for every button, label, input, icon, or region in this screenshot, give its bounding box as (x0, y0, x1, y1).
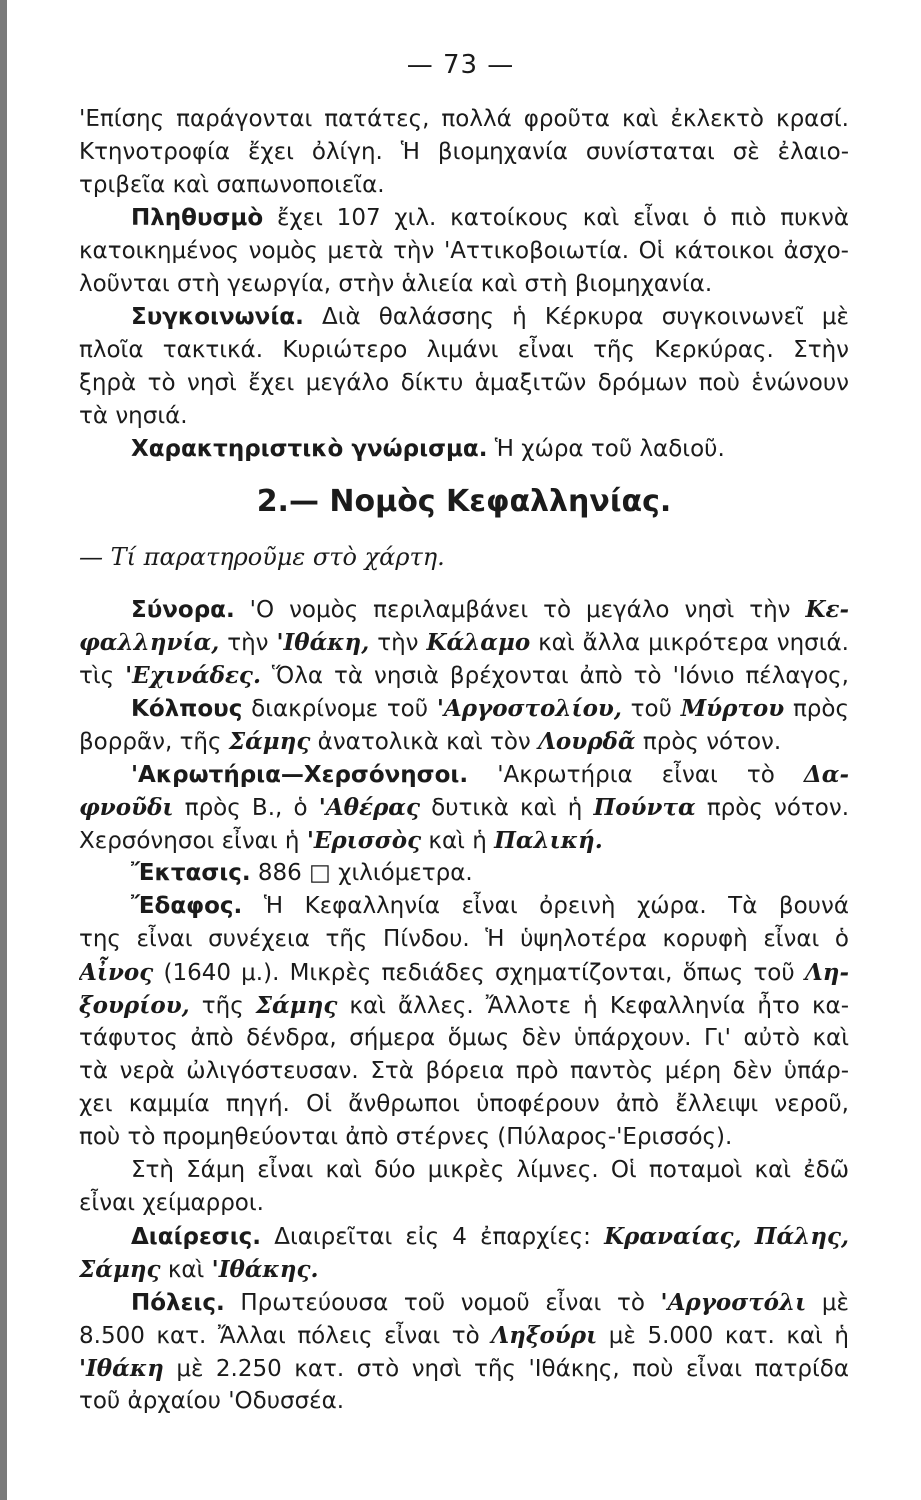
text-span: Ὅλα τὰ νησιὰ βρέχονται ἀπὸ τὸ 'Ιόνιο πέλαγος, (260, 663, 849, 689)
text-line: τάφυτος ἀπὸ δένδρα, σήμερα ὅμως δὲν ὑπάρχουν. Γι' αὐτὸ καὶ (79, 1025, 849, 1051)
page-edge-shadow (0, 0, 7, 1500)
place-name: Κε- (805, 596, 849, 623)
place-name: 'Ερισσὸς (306, 827, 422, 854)
borders-line-3 (79, 659, 849, 692)
capes-line-2 (79, 791, 849, 824)
communication-label: Συγκοινωνία. (131, 304, 304, 330)
text-line: τριβεῖα καὶ σαπωνοποιεῖα. (79, 172, 385, 198)
place-name: 'Αργοστολίου, (436, 695, 622, 722)
text-span: 886 □ χιλιόμετρα. (250, 860, 473, 886)
section-heading-wrap (79, 482, 849, 522)
division-line-1 (79, 1220, 849, 1253)
text-span: καὶ ἄλλα μικρότερα νησιά. (530, 630, 849, 656)
subheading-wrap (79, 541, 849, 574)
text-span (742, 1224, 755, 1250)
text-span: μὲ 2.250 κατ. στὸ νησὶ τῆς 'Ιθάκης, ποὺ εἶναι πατρίδα (163, 1356, 849, 1382)
place-name: Πάλης, (754, 1223, 849, 1250)
cities-line-2 (79, 1319, 849, 1352)
text-line: λοῦνται στὴ γεωργία, στὴν ἁλιεία καὶ στὴ βιομηχανία. (79, 271, 713, 297)
place-name: 'Αθέρας (318, 794, 420, 821)
text-line: πλοῖα τακτικά. Κυριώτερο λιμάνι εἶναι τῆς Κερκύρας. Στὴν (79, 337, 849, 363)
text-span: τὴν (369, 630, 427, 656)
cities-label: Πόλεις. (131, 1290, 225, 1316)
place-name: 'Ιθάκη, (276, 629, 370, 656)
gulfs-line-2 (79, 725, 849, 758)
text-span: καὶ ἡ (421, 828, 495, 854)
feature-label: Χαρακτηριστικὸ γνώρισμα. (131, 436, 488, 462)
text-span: 8.500 κατ. Ἄλλαι πόλεις εἶναι τὸ (79, 1323, 492, 1349)
terrain-line-1 (79, 890, 849, 923)
place-name: Σάμης (79, 1256, 161, 1283)
cities-line-3 (79, 1352, 849, 1385)
text-line: ξηρὰ τὸ νησὶ ἔχει μεγάλο δίκτυ ἁμαξιτῶν δρόμων ποὺ ἑνώνουν (79, 370, 849, 396)
text-span: τὴν (219, 630, 277, 656)
text-span: δυτικὰ καὶ ἡ (419, 795, 594, 821)
place-name: φαλληνία, (79, 629, 220, 656)
text-span: πρὸς (784, 696, 849, 722)
place-name: 'Εχινάδες. (125, 662, 261, 689)
text-span: τῆς (189, 993, 256, 1019)
text-line: Στὴ Σάμη εἶναι καὶ δύο μικρὲς λίμνες. Οἱ ποταμοὶ καὶ ἐδῶ (131, 1157, 849, 1183)
text-line: τὰ νησιά. (79, 403, 188, 429)
place-name: Σάμης (255, 992, 338, 1019)
text-span: Ἡ χώρα τοῦ λαδιοῦ. (487, 436, 725, 462)
text-span: Πρωτεύουσα τοῦ νομοῦ εἶναι τὸ (224, 1290, 661, 1316)
text-span: 'Ο νομὸς περιλαμβάνει τὸ μεγάλο νησὶ τὴν (234, 597, 806, 623)
subheading: — Τί παρατηροῦμε στὸ χάρτη. (79, 543, 445, 571)
population-paragraph-start (79, 202, 849, 235)
cities-line-1 (79, 1286, 849, 1319)
communication-paragraph-start (79, 301, 849, 334)
terrain-line-3 (79, 956, 849, 989)
text-line: τὰ νερὰ ὠλιγόστευσαν. Στὰ βόρεια πρὸ παντὸς μέρη δὲν ὑπάρ- (79, 1058, 849, 1084)
area-label: Ἔκτασις. (131, 860, 251, 886)
text-line: χει καμμία πηγή. Οἱ ἄνθρωποι ὑποφέρουν ἀπὸ ἔλλειψι νεροῦ, (79, 1091, 849, 1117)
text-span: καὶ ἄλλες. Ἄλλοτε ἡ Κεφαλληνία ἦτο κα- (337, 993, 849, 1019)
text-line: κατοικημένος νομὸς μετὰ τὴν 'Αττικοβοιωτία. Οἱ κάτοικοι ἀσχο- (79, 238, 849, 264)
borders-line-2 (79, 626, 849, 659)
capes-line-3 (79, 824, 849, 857)
text-line: Κτηνοτροφία ἔχει ὀλίγη. Ἡ βιομηχανία συνίσταται σὲ ἐλαιο- (79, 139, 849, 165)
place-name: 'Ιθάκη (79, 1355, 164, 1382)
text-span: Ἡ Κεφαλληνία εἶναι ὀρεινὴ χώρα. Τὰ βουνά (242, 893, 849, 919)
gulfs-line-1 (79, 692, 849, 725)
text-span: 'Ακρωτήρια εἶναι τὸ (468, 762, 804, 788)
place-name: φνοῦδι (79, 794, 174, 821)
gulfs-label: Κόλπους (131, 696, 243, 722)
place-name: Δα- (803, 761, 849, 788)
population-label: Πληθυσμὸ (131, 205, 264, 231)
text-span: βορρᾶν, τῆς (79, 729, 229, 755)
text-span: πρὸς νότον. (695, 795, 849, 821)
place-name: Λουρδᾶ (538, 728, 636, 755)
place-name: Λη- (804, 959, 849, 986)
intro-text (79, 103, 849, 466)
text-span: καὶ (160, 1257, 212, 1283)
text-span: διακρίνομε τοῦ (242, 696, 437, 722)
place-name: Κραναίας, (604, 1223, 742, 1250)
place-name: Σάμης (228, 728, 311, 755)
borders-line-1 (79, 593, 849, 626)
body-text (79, 593, 849, 1418)
text-span: ἔχει 107 χιλ. κατοίκους καὶ εἶναι ὁ πιὸ πυκνὰ (263, 205, 849, 231)
borders-label: Σύνορα. (131, 597, 235, 623)
terrain-label: Ἔδαφος. (131, 893, 243, 919)
feature-paragraph (79, 433, 849, 466)
place-name: Κάλαμο (426, 629, 531, 656)
text-span: τοῦ (621, 696, 681, 722)
place-name: Αἶνος (79, 959, 154, 986)
text-span: ἀνατολικὰ καὶ τὸν (310, 729, 539, 755)
text-span: Διαιρεῖται εἰς 4 ἐπαρχίες: (261, 1224, 605, 1250)
place-name: ξουρίου, (79, 992, 190, 1019)
section-heading: 2.— Νομὸς Κεφαλληνίας. (256, 484, 672, 519)
text-span: τὶς (79, 663, 126, 689)
terrain-line-4 (79, 989, 849, 1022)
text-span: πρὸς νότον. (635, 729, 782, 755)
place-name: Μύρτου (680, 695, 785, 722)
text-span: Χερσόνησοι εἶναι ἡ (79, 828, 307, 854)
text-line: 'Επίσης παράγονται πατάτες, πολλά φροῦτα καὶ ἐκλεκτὸ κρασί. (79, 106, 849, 132)
place-name: 'Ιθάκης. (211, 1256, 319, 1283)
division-line-2 (79, 1253, 849, 1286)
text-line: εἶναι χείμαρροι. (79, 1190, 264, 1216)
text-line: της εἶναι συνέχεια τῆς Πίνδου. Ἡ ὑψηλοτέρα κορυφὴ εἶναι ὁ (79, 926, 849, 952)
text-line: ποὺ τὸ προμηθεύονται ἀπὸ στέρνες (Πύλαρος-'Ερισσός). (79, 1124, 733, 1150)
text-span: πρὸς Β., ὁ (173, 795, 319, 821)
page-number: — 73 — (406, 50, 515, 80)
capes-label: 'Ακρωτήρια—Χερσόνησοι. (131, 762, 469, 788)
text-span: (1640 μ.). Μικρὲς πεδιάδες σχηματίζονται, ὅπως τοῦ (153, 960, 805, 986)
place-name: 'Αργοστόλι (660, 1289, 807, 1316)
text-span: Διὰ θαλάσσης ἡ Κέρκυρα συγκοινωνεῖ μὲ (303, 304, 849, 330)
place-name: Πούντα (593, 794, 696, 821)
place-name: Ληξούρι (491, 1322, 598, 1349)
area-line (79, 857, 849, 890)
text-span: μὲ (806, 1290, 849, 1316)
capes-line-1 (79, 758, 849, 791)
place-name: Παλική. (494, 827, 603, 854)
division-label: Διαίρεσις. (131, 1224, 262, 1250)
text-line: τοῦ ἀρχαίου 'Οδυσσέα. (79, 1388, 345, 1414)
text-span: μὲ 5.000 κατ. καὶ ἡ (597, 1323, 849, 1349)
